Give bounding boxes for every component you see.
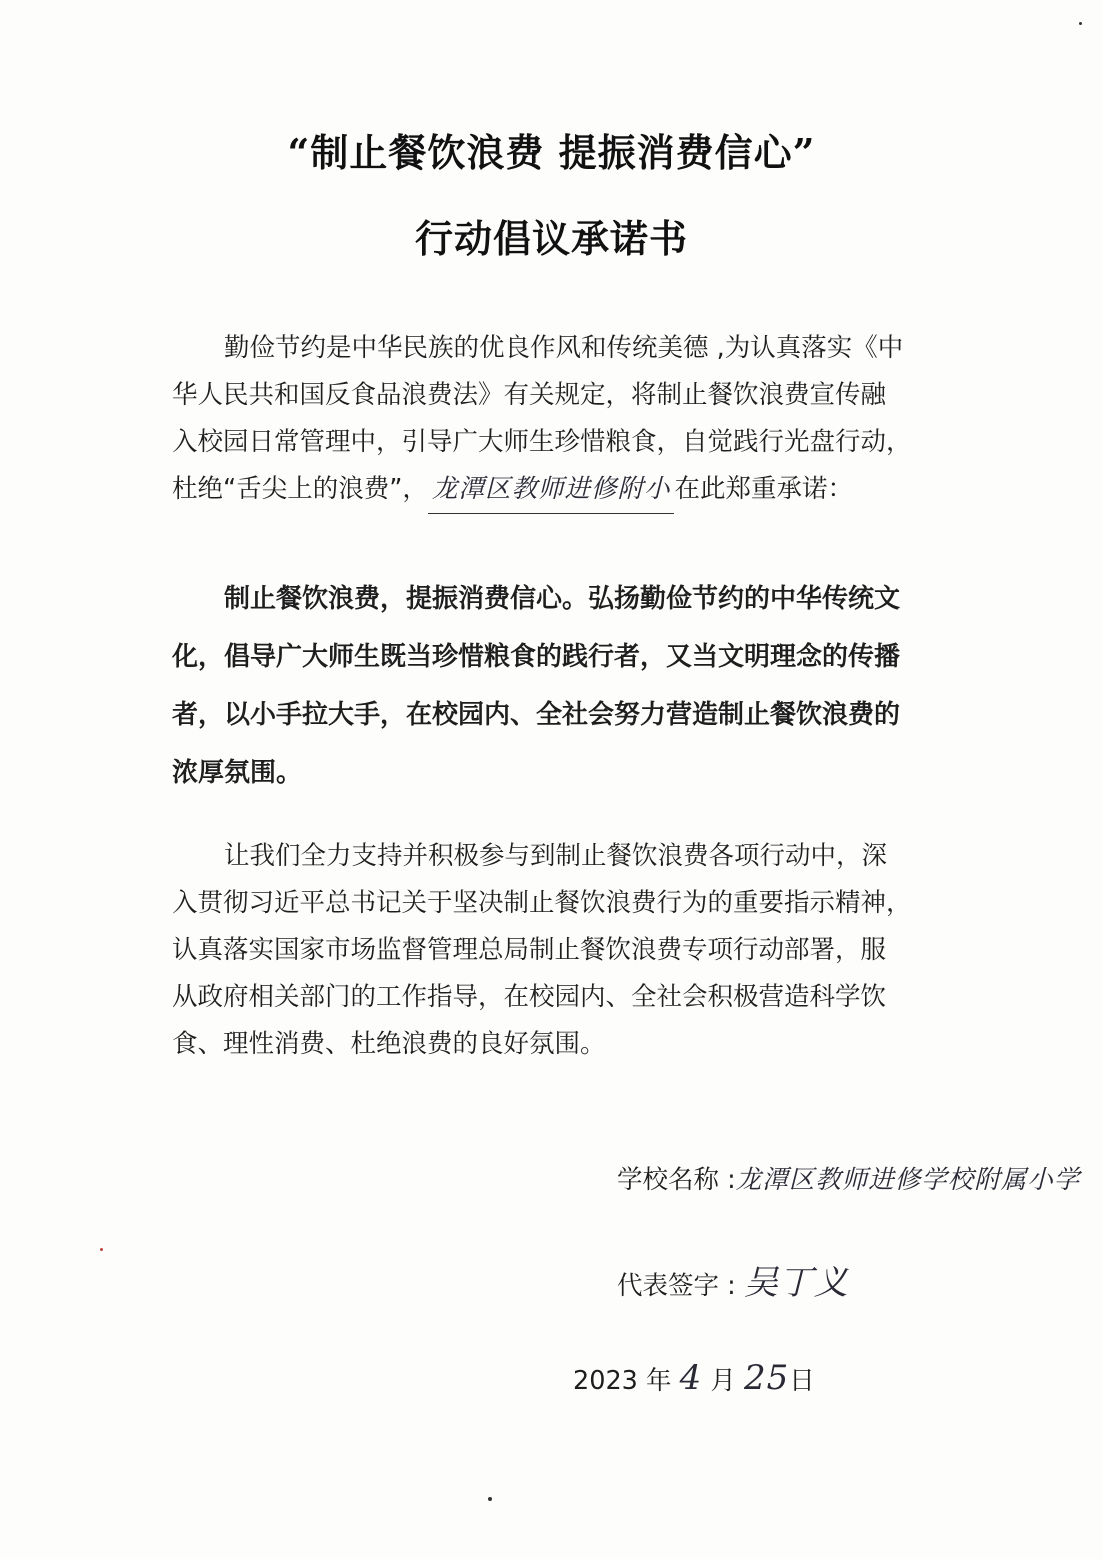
date-year-char: 年	[646, 1366, 672, 1396]
scan-speck	[100, 1248, 103, 1251]
handwritten-school-full: 龙潭区教师进修学校附属小学	[735, 1165, 1081, 1195]
paragraph-2-bold	[172, 570, 962, 802]
paragraph-1-line: 勤俭节约是中华民族的优良作风和传统美德 ,为认真落实《中	[224, 333, 904, 363]
date-line	[573, 1358, 815, 1398]
paragraph-2-line: 化，倡导广大师生既当珍惜粮食的践行者，又当文明理念的传播	[172, 642, 901, 672]
paragraph-3-line: 从政府相关部门的工作指导，在校园内、全社会积极营造科学饮	[172, 982, 887, 1012]
handwritten-school-name: 龙潭区教师进修附小	[428, 466, 675, 514]
paragraph-3-line: 让我们全力支持并积极参与到制止餐饮浪费各项行动中，深	[224, 841, 888, 871]
paragraph-1-line: 入校园日常管理中，引导广大师生珍惜粮食，自觉践行光盘行动，	[172, 427, 912, 457]
title-line-1: “制止餐饮浪费 提振消费信心”	[287, 130, 816, 175]
representative-signature: 吴丁义	[743, 1263, 849, 1303]
date-month-handwritten: 4	[679, 1358, 703, 1398]
representative-signature-line	[617, 1255, 849, 1304]
paragraph-2-line: 者，以小手拉大手，在校园内、全社会努力营造制止餐饮浪费的	[172, 700, 901, 730]
paragraph-3	[172, 833, 962, 1068]
school-name-line	[617, 1160, 1080, 1196]
date-year: 2023	[573, 1366, 638, 1396]
representative-label: 代表签字 :	[617, 1271, 736, 1301]
paragraph-3-line: 认真落实国家市场监督管理总局制止餐饮浪费专项行动部署，服	[172, 935, 887, 965]
paragraph-1-last-prefix: 杜绝“舌尖上的浪费”，	[172, 474, 428, 504]
paragraph-2-line: 制止餐饮浪费，提振消费信心。弘扬勤俭节约的中华传统文	[224, 584, 901, 614]
paragraph-2-line: 浓厚氛围。	[172, 758, 303, 788]
paragraph-1	[172, 325, 962, 513]
scan-speck	[1079, 22, 1082, 25]
paragraph-3-line: 入贯彻习近平总书记关于坚决制止餐饮浪费行为的重要指示精神，	[172, 888, 912, 918]
paragraph-3-line: 食、理性消费、杜绝浪费的良好氛围。	[172, 1029, 606, 1059]
date-day-char: 日	[789, 1366, 815, 1396]
title-line-2: 行动倡议承诺书	[414, 216, 688, 261]
paragraph-1-last-line	[172, 466, 962, 513]
date-day-handwritten: 25	[744, 1358, 790, 1398]
paragraph-1-last-suffix: 在此郑重承诺：	[674, 474, 853, 504]
date-month-char: 月	[710, 1366, 736, 1396]
scan-speck	[488, 1497, 492, 1501]
paragraph-1-line: 华人民共和国反食品浪费法》有关规定，将制止餐饮浪费宣传融	[172, 380, 887, 410]
school-name-label: 学校名称 :	[617, 1165, 736, 1195]
